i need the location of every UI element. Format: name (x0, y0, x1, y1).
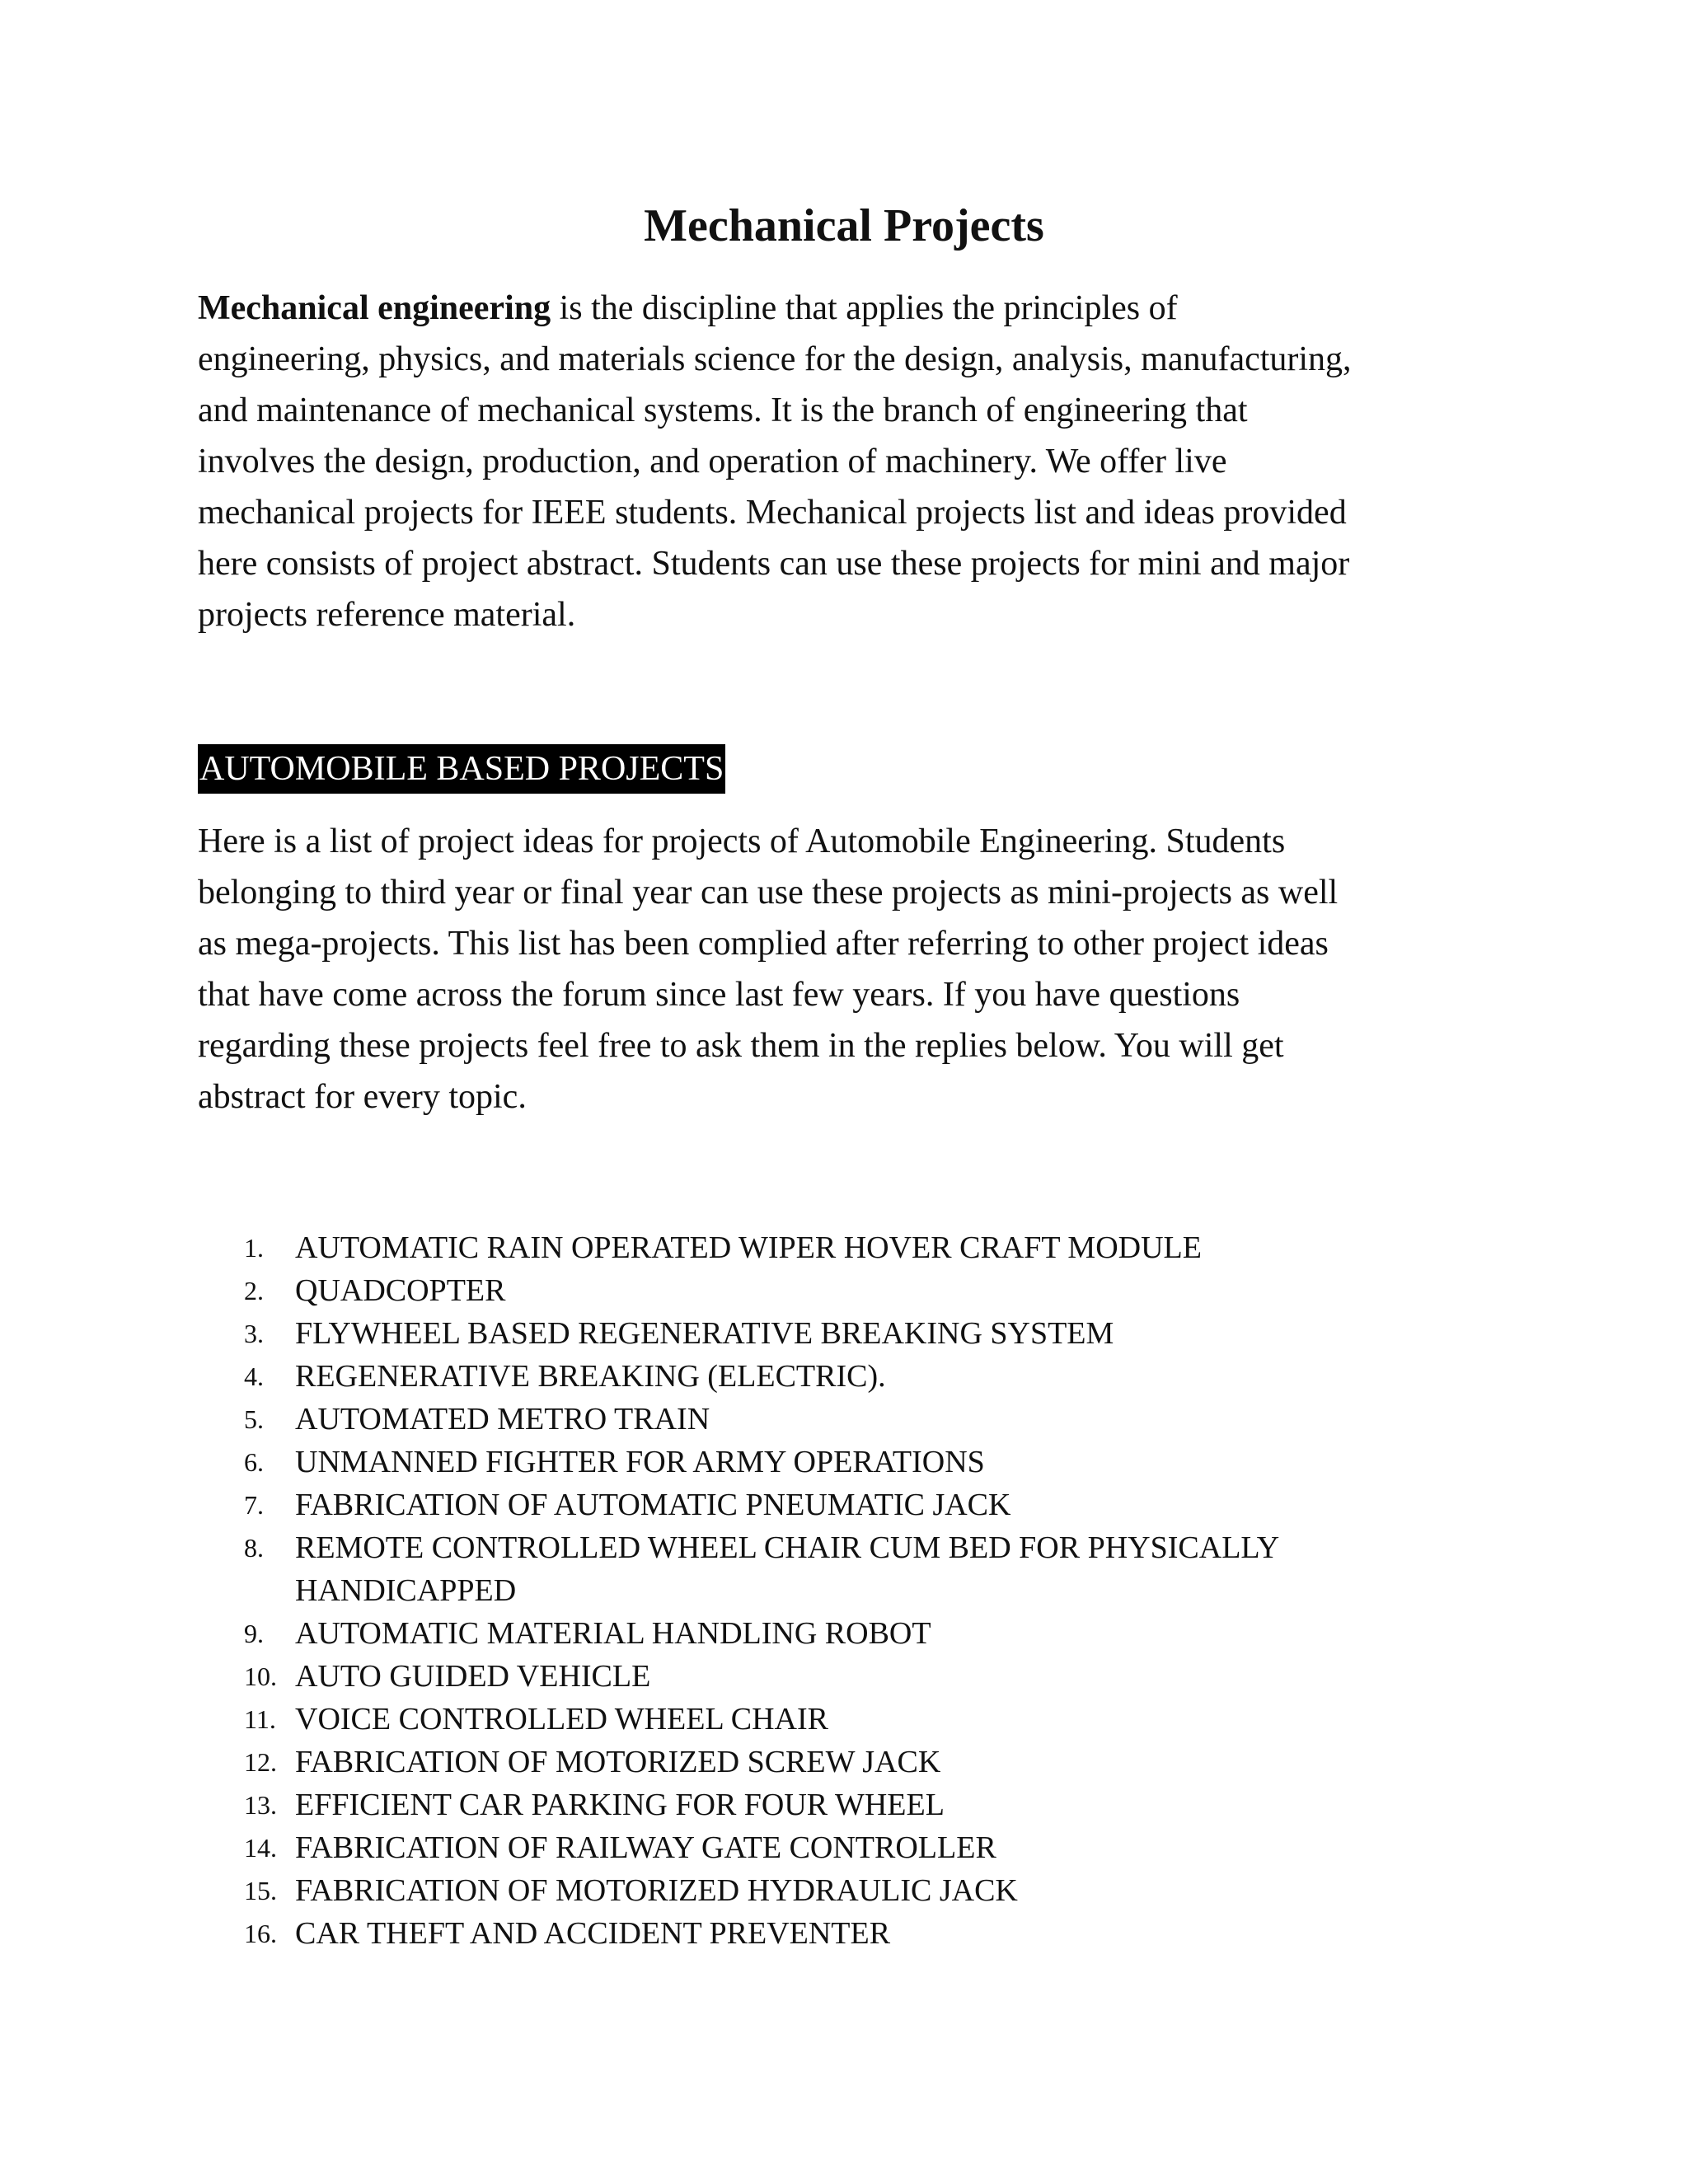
project-number: 3. (244, 1319, 264, 1348)
project-title: VOICE CONTROLLED WHEEL CHAIR (295, 1702, 828, 1736)
project-list-item (198, 1269, 1517, 1312)
project-title: QUADCOPTER (295, 1273, 506, 1308)
project-title: AUTOMATIC RAIN OPERATED WIPER HOVER CRAFT MODULE (295, 1230, 1202, 1265)
project-title: AUTOMATIC MATERIAL HANDLING ROBOT (295, 1616, 931, 1651)
project-number: 5. (244, 1404, 264, 1434)
project-number: 8. (244, 1533, 264, 1563)
project-list-item (198, 1655, 1517, 1698)
intro-line: mechanical projects for IEEE students. Mechanical projects list and ideas provided (198, 494, 1347, 532)
page-title: Mechanical Projects (644, 200, 1044, 251)
project-title: REMOTE CONTROLLED WHEEL CHAIR CUM BED FOR PHYSICALLY (295, 1530, 1280, 1565)
section-description (198, 816, 1525, 1122)
project-title: FABRICATION OF RAILWAY GATE CONTROLLER (295, 1830, 996, 1865)
intro-line: engineering, physics, and materials science for the design, analysis, manufacturing, (198, 340, 1352, 378)
intro-line: here consists of project abstract. Students can use these projects for mini and major (198, 545, 1350, 583)
project-number: 14. (244, 1833, 277, 1863)
project-number: 2. (244, 1276, 264, 1305)
project-number: 15. (244, 1876, 277, 1905)
intro-line: and maintenance of mechanical systems. It is the branch of engineering that (198, 391, 1248, 429)
project-list (198, 1226, 1517, 1955)
project-title: UNMANNED FIGHTER FOR ARMY OPERATIONS (295, 1445, 985, 1479)
description-line: abstract for every topic. (198, 1078, 527, 1116)
intro-line (198, 283, 1525, 334)
project-list-item (198, 1612, 1517, 1655)
project-list-item (198, 1483, 1517, 1526)
intro-paragraph (198, 283, 1525, 640)
project-list-item (198, 1869, 1517, 1912)
project-title: REGENERATIVE BREAKING (ELECTRIC). (295, 1359, 886, 1394)
project-list-item (198, 1441, 1517, 1483)
project-list-item (198, 1912, 1517, 1955)
project-number: 6. (244, 1447, 264, 1477)
description-line: regarding these projects feel free to ask them in the replies below. You will get (198, 1027, 1284, 1065)
project-number: 7. (244, 1490, 264, 1520)
description-line: belonging to third year or final year can use these projects as mini-projects as well (198, 874, 1339, 912)
intro-line: projects reference material. (198, 596, 576, 634)
project-title: FABRICATION OF MOTORIZED SCREW JACK (295, 1745, 941, 1779)
description-line: Here is a list of project ideas for projects of Automobile Engineering. Students (198, 823, 1286, 860)
project-list-item (198, 1312, 1517, 1355)
project-number: 10. (244, 1661, 277, 1691)
project-title: HANDICAPPED (295, 1573, 517, 1608)
project-number: 9. (244, 1619, 264, 1648)
section-heading: AUTOMOBILE BASED PROJECTS (198, 744, 725, 794)
project-number: 1. (244, 1233, 264, 1263)
intro-bold-lead: Mechanical engineering (198, 289, 551, 327)
project-list-item (198, 1226, 1517, 1269)
project-title: AUTOMATED METRO TRAIN (295, 1402, 710, 1436)
project-list-item (198, 1783, 1517, 1826)
project-title: CAR THEFT AND ACCIDENT PREVENTER (295, 1916, 891, 1951)
description-line: as mega-projects. This list has been complied after referring to other project ideas (198, 925, 1329, 963)
project-list-item (198, 1526, 1517, 1612)
intro-line-text: is the discipline that applies the principles of (551, 289, 1178, 327)
project-list-item (198, 1826, 1517, 1869)
project-list-item (198, 1398, 1517, 1441)
project-number: 16. (244, 1919, 277, 1948)
project-number: 13. (244, 1790, 277, 1820)
intro-line: involves the design, production, and operation of machinery. We offer live (198, 443, 1227, 480)
project-title: FABRICATION OF AUTOMATIC PNEUMATIC JACK (295, 1488, 1011, 1522)
project-list-item (198, 1698, 1517, 1741)
project-title: AUTO GUIDED VEHICLE (295, 1659, 651, 1694)
project-title: FABRICATION OF MOTORIZED HYDRAULIC JACK (295, 1873, 1018, 1908)
project-title: FLYWHEEL BASED REGENERATIVE BREAKING SYSTEM (295, 1316, 1114, 1351)
project-number: 4. (244, 1361, 264, 1391)
project-number: 12. (244, 1747, 277, 1777)
project-list-item (198, 1741, 1517, 1783)
project-list-item (198, 1355, 1517, 1398)
project-title: EFFICIENT CAR PARKING FOR FOUR WHEEL (295, 1788, 945, 1822)
project-number: 11. (244, 1704, 276, 1734)
description-line: that have come across the forum since last few years. If you have questions (198, 976, 1240, 1014)
